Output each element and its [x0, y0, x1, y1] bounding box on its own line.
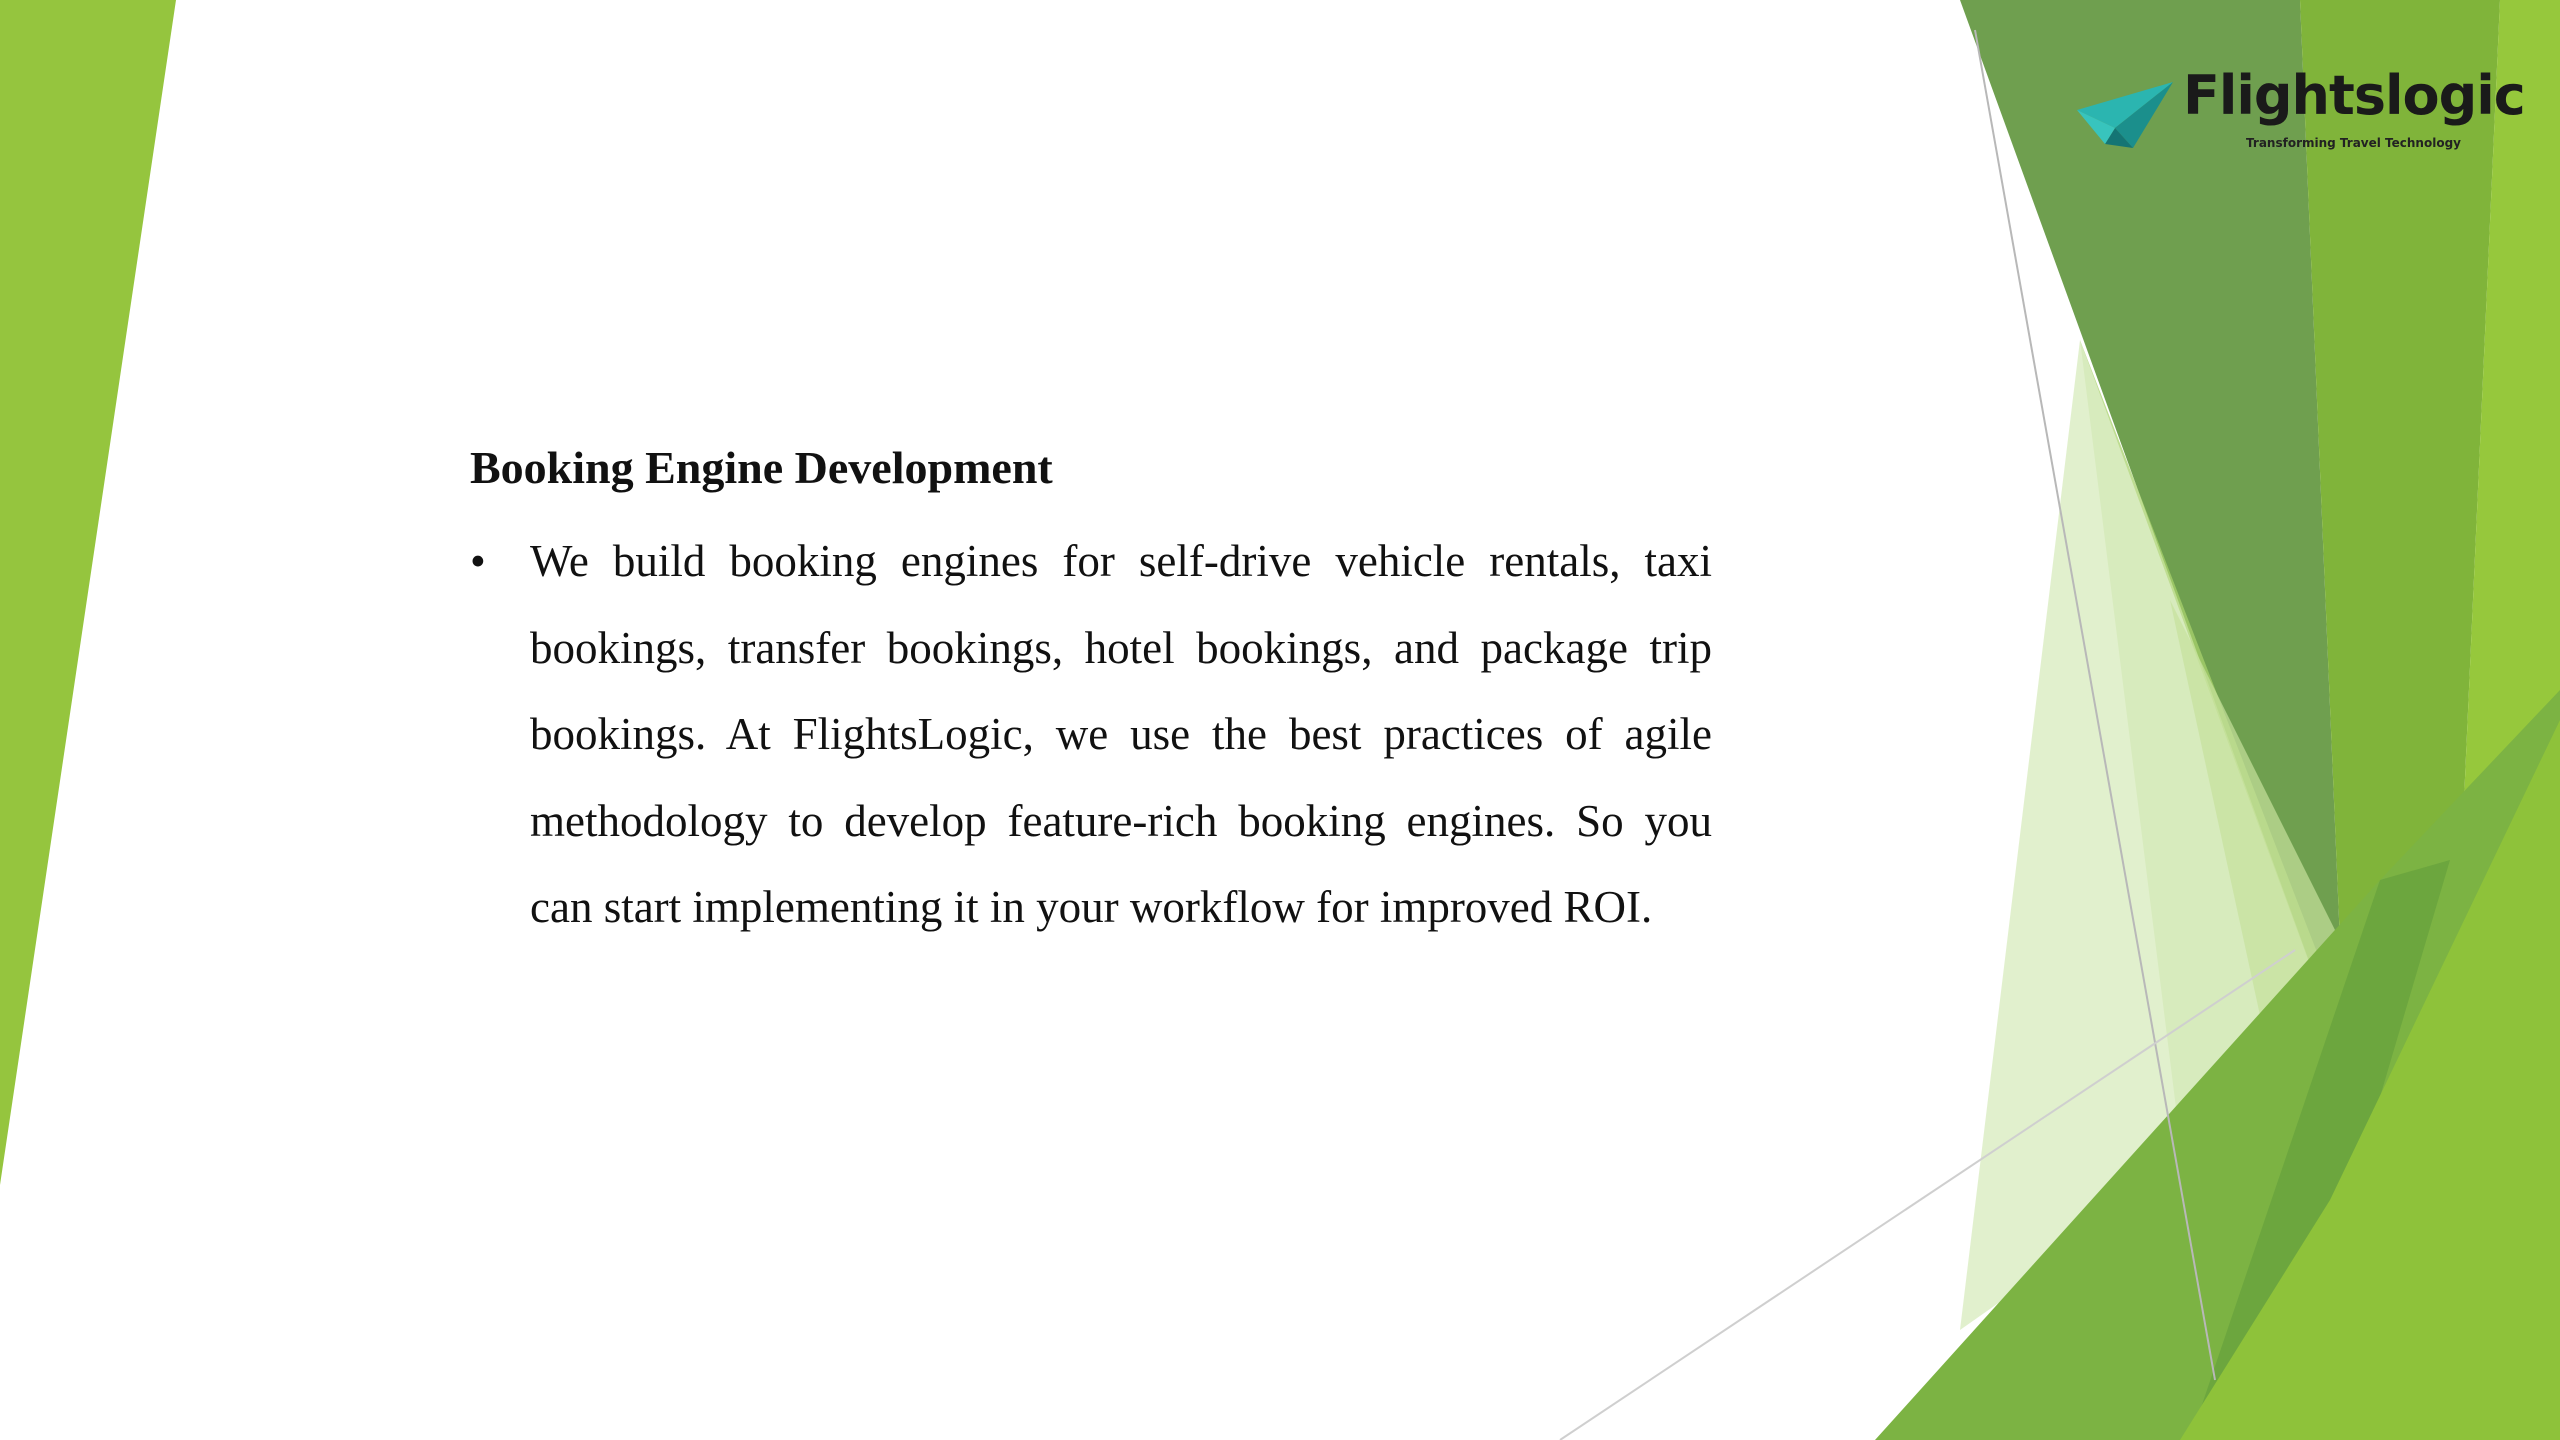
slide-content [470, 432, 1712, 951]
bullet-list [470, 518, 1712, 951]
bullet-item [470, 518, 1712, 951]
left-green-wedge [0, 0, 176, 1185]
bullet-marker: • [470, 536, 486, 586]
company-logo[interactable] [2075, 64, 2525, 160]
paper-plane-icon [2075, 78, 2175, 153]
bullet-text: We build booking engines for self-drive vehicle rentals, taxi bookings, transfer bookings, hotel bookings, and package trip bookings. At FlightsLogic, we use the best practices of agile methodology to develop feature-rich booking engines. So you can start implementing it in your workflow for improved ROI. [530, 536, 1712, 932]
logo-name: Flightslogic [2183, 64, 2525, 127]
slide-heading: Booking Engine Development [470, 442, 1053, 493]
logo-tagline: Transforming Travel Technology [2246, 136, 2461, 150]
